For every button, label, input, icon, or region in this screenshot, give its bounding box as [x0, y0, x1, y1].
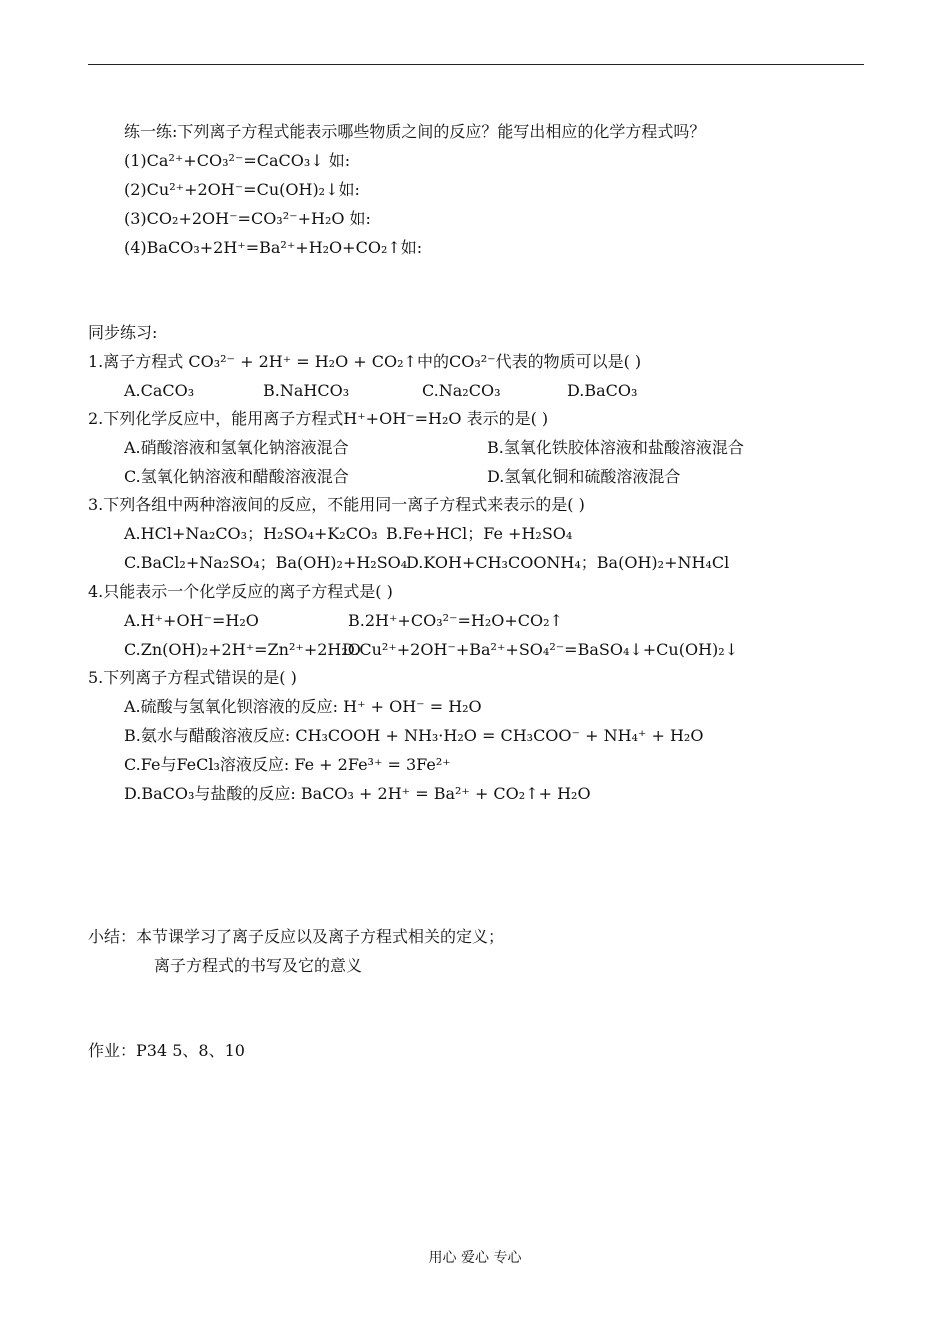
practice-item-2: (2)Cu²⁺+2OH⁻=Cu(OH)₂↓如:: [124, 180, 360, 199]
question-3: 3.下列各组中两种溶液间的反应，不能用同一离子方程式来表示的是( ): [88, 495, 585, 514]
q3-option-d: D.KOH+CH₃COONH₄；Ba(OH)₂+NH₄Cl: [406, 553, 730, 572]
q5-option-c: C.Fe与FeCl₃溶液反应: Fe + 2Fe³⁺ = 3Fe²⁺: [124, 755, 451, 774]
summary-line-2: 离子方程式的书写及它的意义: [154, 956, 363, 975]
q1-option-d: D.BaCO₃: [567, 381, 638, 400]
question-1: 1.离子方程式 CO₃²⁻ + 2H⁺ = H₂O + CO₂↑中的CO₃²⁻代表的物质可以是( ): [88, 352, 642, 371]
practice-title: 练一练:下列离子方程式能表示哪些物质之间的反应？能写出相应的化学方程式吗？: [124, 122, 706, 141]
q5-option-b: B.氨水与醋酸溶液反应: CH₃COOH + NH₃·H₂O = CH₃COO⁻ + NH₄⁺ + H₂O: [124, 726, 704, 745]
q1-option-c: C.Na₂CO₃: [422, 381, 501, 400]
q4-option-b: B.2H⁺+CO₃²⁻=H₂O+CO₂↑: [348, 611, 563, 630]
q5-option-a: A.硫酸与氢氧化钡溶液的反应: H⁺ + OH⁻ = H₂O: [124, 697, 482, 716]
question-5: 5.下列离子方程式错误的是( ): [88, 668, 297, 687]
practice-item-3: (3)CO₂+2OH⁻=CO₃²⁻+H₂O 如:: [124, 209, 371, 228]
practice-item-4: (4)BaCO₃+2H⁺=Ba²⁺+H₂O+CO₂↑如:: [124, 238, 423, 257]
q4-option-a: A.H⁺+OH⁻=H₂O: [124, 611, 259, 630]
q3-option-a: A.HCl+Na₂CO₃；H₂SO₄+K₂CO₃: [124, 524, 378, 543]
header-rule: [88, 64, 864, 65]
question-2: 2.下列化学反应中，能用离子方程式H⁺+OH⁻=H₂O 表示的是( ): [88, 409, 549, 428]
q3-option-b: B.Fe+HCl；Fe +H₂SO₄: [386, 524, 573, 543]
practice-item-1: (1)Ca²⁺+CO₃²⁻=CaCO₃↓ 如:: [124, 151, 351, 170]
q2-option-d: D.氢氧化铜和硫酸溶液混合: [487, 467, 681, 486]
summary-line-1: 小结：本节课学习了离子反应以及离子方程式相关的定义；: [88, 927, 505, 946]
q5-option-d: D.BaCO₃与盐酸的反应: BaCO₃ + 2H⁺ = Ba²⁺ + CO₂↑+ H₂O: [124, 784, 591, 803]
q2-option-b: B.氢氧化铁胶体溶液和盐酸溶液混合: [487, 438, 744, 457]
sync-heading: 同步练习:: [88, 323, 158, 342]
q4-option-c: C.Zn(OH)₂+2H⁺=Zn²⁺+2H₂O: [124, 640, 361, 659]
q3-option-c: C.BaCl₂+Na₂SO₄；Ba(OH)₂+H₂SO₄: [124, 553, 408, 572]
q4-option-d: D.Cu²⁺+2OH⁻+Ba²⁺+SO₄²⁻=BaSO₄↓+Cu(OH)₂↓: [342, 640, 739, 659]
page-footer: 用心 爱心 专心: [428, 1250, 522, 1266]
q1-option-b: B.NaHCO₃: [263, 381, 350, 400]
homework: 作业：P34 5、8、10: [88, 1041, 245, 1060]
question-4: 4.只能表示一个化学反应的离子方程式是( ): [88, 582, 393, 601]
q2-option-c: C.氢氧化钠溶液和醋酸溶液混合: [124, 467, 349, 486]
q1-option-a: A.CaCO₃: [124, 381, 195, 400]
q2-option-a: A.硝酸溶液和氢氧化钠溶液混合: [124, 438, 349, 457]
